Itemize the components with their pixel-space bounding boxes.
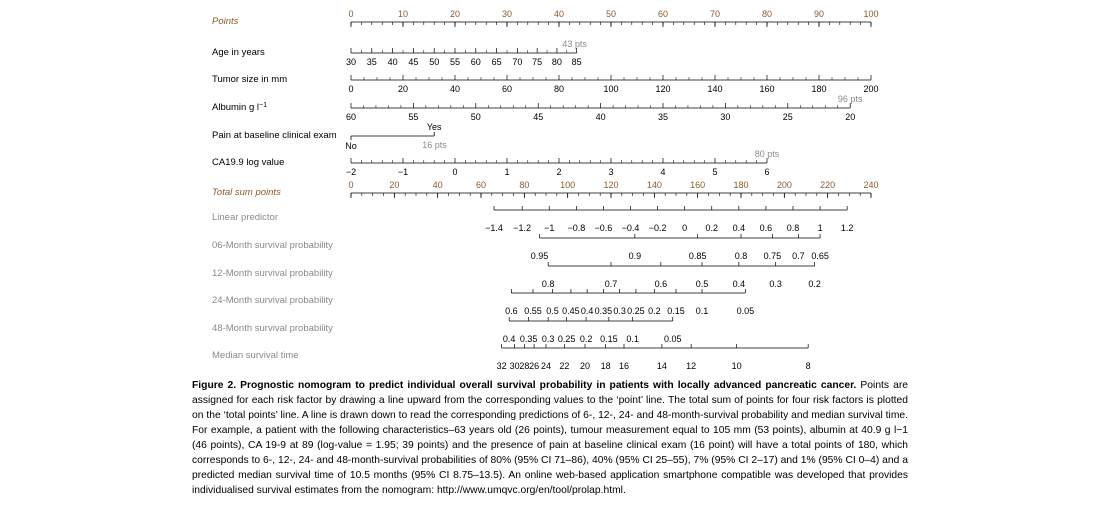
surv48-tick-label: 0.1 <box>626 334 639 344</box>
age-tick-label: 40 <box>387 57 398 67</box>
row-label-albumin: Albumin g $l^{-1}$ <box>212 101 267 113</box>
surv24-tick-label: 0.25 <box>627 306 645 316</box>
tumor-tick-label: 200 <box>863 84 879 94</box>
row-label-points: Points <box>212 16 239 27</box>
surv24-tick-label: 0.5 <box>546 306 559 316</box>
surv12-tick-label: 0.2 <box>808 279 821 289</box>
total-tick-label: 220 <box>820 180 836 190</box>
albumin-tick-label: 25 <box>782 112 793 122</box>
age-tick-label: 45 <box>408 57 419 67</box>
age-annotation: 43 pts <box>562 39 587 49</box>
row-surv24 <box>212 289 754 316</box>
points-tick-label: 60 <box>657 9 669 19</box>
median-tick-label: 20 <box>579 361 591 371</box>
row-albumin <box>212 94 863 122</box>
albumin-tick-label: 55 <box>408 112 419 122</box>
tumor-tick-label: 160 <box>759 84 775 94</box>
row-label-surv6: 06-Month survival probability <box>212 240 333 251</box>
surv24-tick-label: 0.1 <box>695 306 709 316</box>
row-label-pain: Pain at baseline clinical exam <box>212 130 337 141</box>
pain-annotation: 16 pts <box>422 140 447 150</box>
surv24-tick-label: 0.6 <box>505 306 518 316</box>
row-points <box>212 9 879 27</box>
tumor-tick-label: 20 <box>397 84 409 94</box>
row-label-surv12: 12-Month survival probability <box>212 268 333 279</box>
caption-title: Figure 2. Prognostic nomogram to predict individual overall survival probability in patients with locally advanced pancreatic cancer. <box>192 380 857 391</box>
albumin-tick-label: 40 <box>595 112 606 122</box>
surv24-tick-label: 0.05 <box>736 306 755 316</box>
age-tick-label: 70 <box>512 57 523 67</box>
points-tick-label: 70 <box>709 9 721 19</box>
age-tick-label: 30 <box>345 57 357 67</box>
row-tumor <box>212 74 879 94</box>
linear-tick-label: −1.2 <box>513 223 532 233</box>
ca199-tick-label: 3 <box>608 167 614 177</box>
surv24-tick-label: 0.3 <box>613 306 626 316</box>
surv48-tick-label: 0.05 <box>663 334 682 344</box>
linear-tick-label: 0.4 <box>732 223 746 233</box>
linear-tick-label: 1 <box>817 223 823 233</box>
row-label-total: Total sum points <box>212 187 281 198</box>
tumor-tick-label: 80 <box>553 84 565 94</box>
age-tick-label: 60 <box>470 57 481 67</box>
points-tick-label: 20 <box>449 9 461 19</box>
row-median <box>212 344 811 371</box>
linear-tick-label: −1 <box>544 223 555 233</box>
median-tick-label: 8 <box>805 361 811 371</box>
tumor-tick-label: 0 <box>348 84 354 94</box>
surv6-tick-label: 0.95 <box>530 251 549 261</box>
points-tick-label: 80 <box>761 9 773 19</box>
row-surv48 <box>212 317 682 344</box>
linear-tick-label: −0.2 <box>648 223 667 233</box>
tumor-tick-label: 100 <box>603 84 619 94</box>
median-tick-label: 18 <box>600 361 611 371</box>
surv12-tick-label: 0.7 <box>604 279 618 289</box>
row-surv6 <box>212 234 829 261</box>
albumin-tick-label: 45 <box>533 112 544 122</box>
median-tick-label: 14 <box>656 361 667 371</box>
albumin-tick-label: 20 <box>845 112 856 122</box>
tumor-tick-label: 140 <box>707 84 723 94</box>
age-tick-label: 75 <box>532 57 543 67</box>
median-tick-label: 24 <box>540 361 552 371</box>
ca199-tick-label: −1 <box>397 167 409 177</box>
total-tick-label: 60 <box>475 180 487 190</box>
points-tick-label: 10 <box>397 9 409 19</box>
ca199-tick-label: 4 <box>660 167 666 177</box>
albumin-tick-label: 50 <box>470 112 481 122</box>
surv48-tick-label: 0.15 <box>600 334 618 344</box>
linear-tick-label: −1.4 <box>485 223 503 233</box>
figure-caption <box>192 378 908 498</box>
albumin-annotation: 96 pts <box>837 94 863 104</box>
row-surv12 <box>212 262 821 289</box>
points-tick-label: 0 <box>348 9 354 19</box>
surv24-tick-label: 0.55 <box>524 306 542 316</box>
caption-body: Points are assigned for each risk factor by drawing a line upward from the corresponding values to the ‘point’ line. The total sum of points for four risk factors is plotted on the ‘total points’ line. A line is drawn down to read the corresponding predictions of 6-, 12-, 24- and 48-month-survival probability and median survival time. For example, a patient with the following characteristics–63 years old (26 points), tumour measurement equal to 105 mm (53 points), albumin at 40.9 g l−1 (46 points), CA 19-9 at 89 (log-value = 1.95; 39 points) and the presence of pain at baseline clinical exam (16 point) will have a total points of 180, which corresponds to 6-, 12-, 24- and 48-month-survival probabilities of 80% (95% CI 71–86), 40% (95% CI 25–55), 7% (95% CI 2–17) and 1% (95% CI 0–4) and a predicted median survival time of 10.5 months (95% CI 8.75–13.5). An online web-based application smartphone compatible was developed that provides individualised survival estimates from the nomogram: http://www.umqvc.org/en/tool/prolap.html. <box>192 380 908 496</box>
surv48-tick-label: 0.2 <box>579 334 593 344</box>
row-label-tumor: Tumor size in mm <box>212 74 288 85</box>
surv48-tick-label: 0.4 <box>502 334 516 344</box>
row-label-sup: −1 <box>259 101 267 109</box>
linear-tick-label: 0.6 <box>759 223 773 233</box>
points-tick-label: 50 <box>605 9 617 19</box>
row-total <box>212 180 879 198</box>
ca199-tick-label: 0 <box>452 167 458 177</box>
tumor-tick-label: 60 <box>501 84 513 94</box>
total-tick-label: 20 <box>389 180 400 190</box>
surv12-tick-label: 0.5 <box>695 279 709 289</box>
ca199-annotation: 80 pts <box>754 149 780 159</box>
ca199-tick-label: −2 <box>345 167 357 177</box>
total-tick-label: 160 <box>690 180 706 190</box>
total-tick-label: 40 <box>432 180 443 190</box>
surv24-tick-label: 0.15 <box>667 306 685 316</box>
surv6-tick-label: 0.8 <box>734 251 748 261</box>
ca199-tick-label: 5 <box>712 167 718 177</box>
row-linear <box>212 206 853 233</box>
surv48-tick-label: 0.3 <box>541 334 555 344</box>
surv48-tick-label: 0.35 <box>519 334 538 344</box>
total-tick-label: 120 <box>603 180 619 190</box>
albumin-tick-label: 35 <box>657 112 669 122</box>
median-tick-label: 30 <box>509 361 520 371</box>
row-label-surv24: 24-Month survival probability <box>212 295 333 306</box>
row-ca199 <box>212 149 780 177</box>
tumor-tick-label: 120 <box>655 84 671 94</box>
linear-tick-label: −0.6 <box>594 223 613 233</box>
surv12-tick-label: 0.3 <box>769 279 782 289</box>
row-age <box>212 39 587 67</box>
median-tick-label: 12 <box>686 361 697 371</box>
ca199-tick-label: 1 <box>504 167 510 177</box>
surv24-tick-label: 0.2 <box>648 306 661 316</box>
total-tick-label: 100 <box>560 180 576 190</box>
surv12-tick-label: 0.8 <box>541 279 555 289</box>
median-tick-label: 28 <box>519 361 530 371</box>
linear-tick-label: 1.2 <box>840 223 854 233</box>
tumor-tick-label: 180 <box>811 84 827 94</box>
linear-tick-label: 0 <box>682 223 688 233</box>
age-tick-label: 65 <box>491 57 502 67</box>
row-label-age: Age in years <box>212 47 265 58</box>
linear-tick-label: −0.4 <box>621 223 640 233</box>
tumor-tick-label: 40 <box>449 84 461 94</box>
total-tick-label: 200 <box>776 180 792 190</box>
total-tick-label: 80 <box>519 180 530 190</box>
points-tick-label: 40 <box>553 9 565 19</box>
linear-tick-label: 0.2 <box>705 223 719 233</box>
median-tick-label: 10 <box>731 361 742 371</box>
total-tick-label: 140 <box>646 180 662 190</box>
surv6-tick-label: 0.9 <box>628 251 642 261</box>
surv6-tick-label: 0.75 <box>763 251 782 261</box>
linear-tick-label: 0.8 <box>786 223 800 233</box>
surv12-tick-label: 0.4 <box>732 279 746 289</box>
median-tick-label: 26 <box>529 361 540 371</box>
surv6-tick-label: 0.7 <box>792 251 805 261</box>
albumin-tick-label: 30 <box>720 112 731 122</box>
linear-tick-label: −0.8 <box>567 223 586 233</box>
age-tick-label: 35 <box>366 57 377 67</box>
surv6-tick-label: 0.65 <box>811 251 829 261</box>
row-label-surv48: 48-Month survival probability <box>212 323 333 334</box>
median-tick-label: 16 <box>618 361 630 371</box>
row-pain <box>212 122 447 151</box>
total-tick-label: 0 <box>348 180 354 190</box>
surv48-tick-label: 0.25 <box>557 334 576 344</box>
total-tick-label: 240 <box>863 180 879 190</box>
row-label-linear: Linear predictor <box>212 212 279 223</box>
age-tick-label: 55 <box>449 57 461 67</box>
surv12-tick-label: 0.6 <box>654 279 668 289</box>
surv6-tick-label: 0.85 <box>688 251 707 261</box>
row-label-median: Median survival time <box>212 350 299 361</box>
surv24-tick-label: 0.45 <box>562 306 580 316</box>
points-tick-label: 90 <box>813 9 825 19</box>
pain-tick-label: Yes <box>426 122 442 132</box>
ca199-tick-label: 6 <box>764 167 770 177</box>
albumin-tick-label: 60 <box>345 112 357 122</box>
pain-tick-label: No <box>345 141 357 151</box>
total-tick-label: 180 <box>733 180 749 190</box>
surv24-tick-label: 0.4 <box>580 306 594 316</box>
points-tick-label: 30 <box>501 9 513 19</box>
median-tick-label: 22 <box>559 361 570 371</box>
median-tick-label: 32 <box>496 361 507 371</box>
surv24-tick-label: 0.35 <box>594 306 613 316</box>
age-tick-label: 50 <box>429 57 440 67</box>
age-tick-label: 85 <box>571 57 582 67</box>
points-tick-label: 100 <box>863 9 879 19</box>
row-label-ca199: CA19.9 log value <box>212 157 285 168</box>
ca199-tick-label: 2 <box>556 167 562 177</box>
age-tick-label: 80 <box>551 57 562 67</box>
